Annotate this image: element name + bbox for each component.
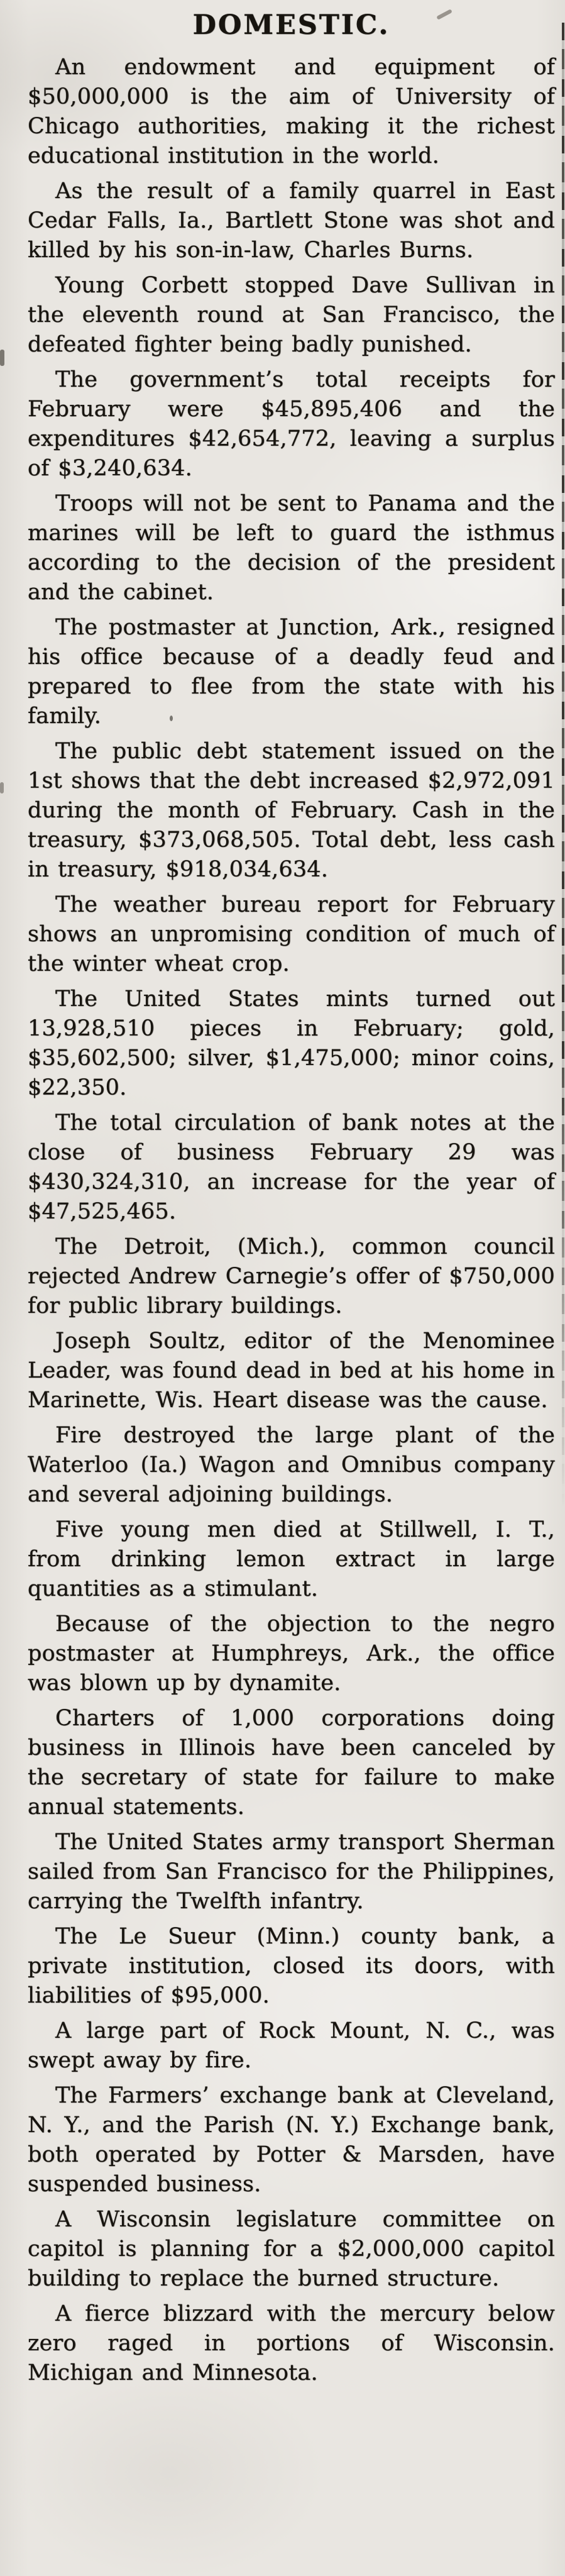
scan-speck xyxy=(0,782,4,793)
news-item: Fire destroyed the large plant of the Waterloo (Ia.) Wagon and Omnibus company and several adjoining buildings. xyxy=(28,1423,555,1507)
news-item: Troops will not be sent to Panama and the marines will be left to guard the isthmus according to the decision of the president and the cabinet. xyxy=(28,491,555,605)
news-item: The total circulation of bank notes at the close of business February 29 was $430,324,310, an increase for the year of $47,525,465. xyxy=(28,1110,555,1224)
section-title: DOMESTIC. xyxy=(192,9,390,41)
news-item: The Detroit, (Mich.), common council rejected Andrew Carnegie’s offer of $750,000 for public library buildings. xyxy=(28,1234,555,1318)
news-item: A Wisconsin legislature committee on capitol is planning for a $2,000,000 capitol building to replace the burned structure. xyxy=(28,2207,555,2291)
scan-speck xyxy=(170,716,173,721)
column-rule xyxy=(562,23,564,1506)
news-item: A large part of Rock Mount, N. C., was swept away by fire. xyxy=(28,2018,555,2073)
news-item: Young Corbett stopped Dave Sullivan in the eleventh round at San Francisco, the defeated fighter being badly punished. xyxy=(28,273,555,357)
news-item: The government’s total receipts for February were $45,895,406 and the expenditures $42,654,772, leaving a surplus of $3,240,634. xyxy=(28,367,555,481)
news-item: A fierce blizzard with the mercury below zero raged in portions of Wisconsin. Michigan and Minnesota. xyxy=(28,2301,555,2385)
news-item: As the result of a family quarrel in East Cedar Falls, Ia., Bartlett Stone was shot and killed by his son-in-law, Charles Burns. xyxy=(28,179,555,263)
news-item: Charters of 1,000 corporations doing business in Illinois have been canceled by the secretary of state for failure to make annual statements. xyxy=(28,1706,555,1820)
news-item: Five young men died at Stillwell, I. T., from drinking lemon extract in large quantities as a stimulant. xyxy=(28,1517,555,1601)
news-item: The public debt statement issued on the 1st shows that the debt increased $2,972,091 during the month of February. Cash in the treasury, $373,068,505. Total debt, less cash in treasury, $918,034,634. xyxy=(28,739,555,882)
news-item: The Le Sueur (Minn.) county bank, a private institution, closed its doors, with liabilities of $95,000. xyxy=(28,1924,555,2008)
news-item: The Farmers’ exchange bank at Cleveland, N. Y., and the Parish (N. Y.) Exchange bank, both operated by Potter & Marsden, have suspended business. xyxy=(28,2083,555,2197)
news-item: Because of the objection to the negro postmaster at Humphreys, Ark., the office was blown up by dynamite. xyxy=(28,1611,555,1696)
news-item: The United States mints turned out 13,928,510 pieces in February; gold, $35,602,500; silver, $1,475,000; minor coins, $22,350. xyxy=(28,987,555,1100)
news-item: The postmaster at Junction, Ark., resigned his office because of a deadly feud and prepared to flee from the state with his family. xyxy=(28,615,555,729)
news-item: Joseph Soultz, editor of the Menominee Leader, was found dead in bed at his home in Marinette, Wis. Heart disease was the cause. xyxy=(28,1329,555,1413)
scan-speck xyxy=(0,350,4,366)
news-item: The United States army transport Sherman sailed from San Francisco for the Philippines, carrying the Twelfth infantry. xyxy=(28,1830,555,1914)
news-item: An endowment and equipment of $50,000,000 is the aim of University of Chicago authorities, making it the richest educational institution in the world. xyxy=(28,55,555,169)
news-item: The weather bureau report for February shows an unpromising condition of much of the winter wheat crop. xyxy=(28,892,555,976)
